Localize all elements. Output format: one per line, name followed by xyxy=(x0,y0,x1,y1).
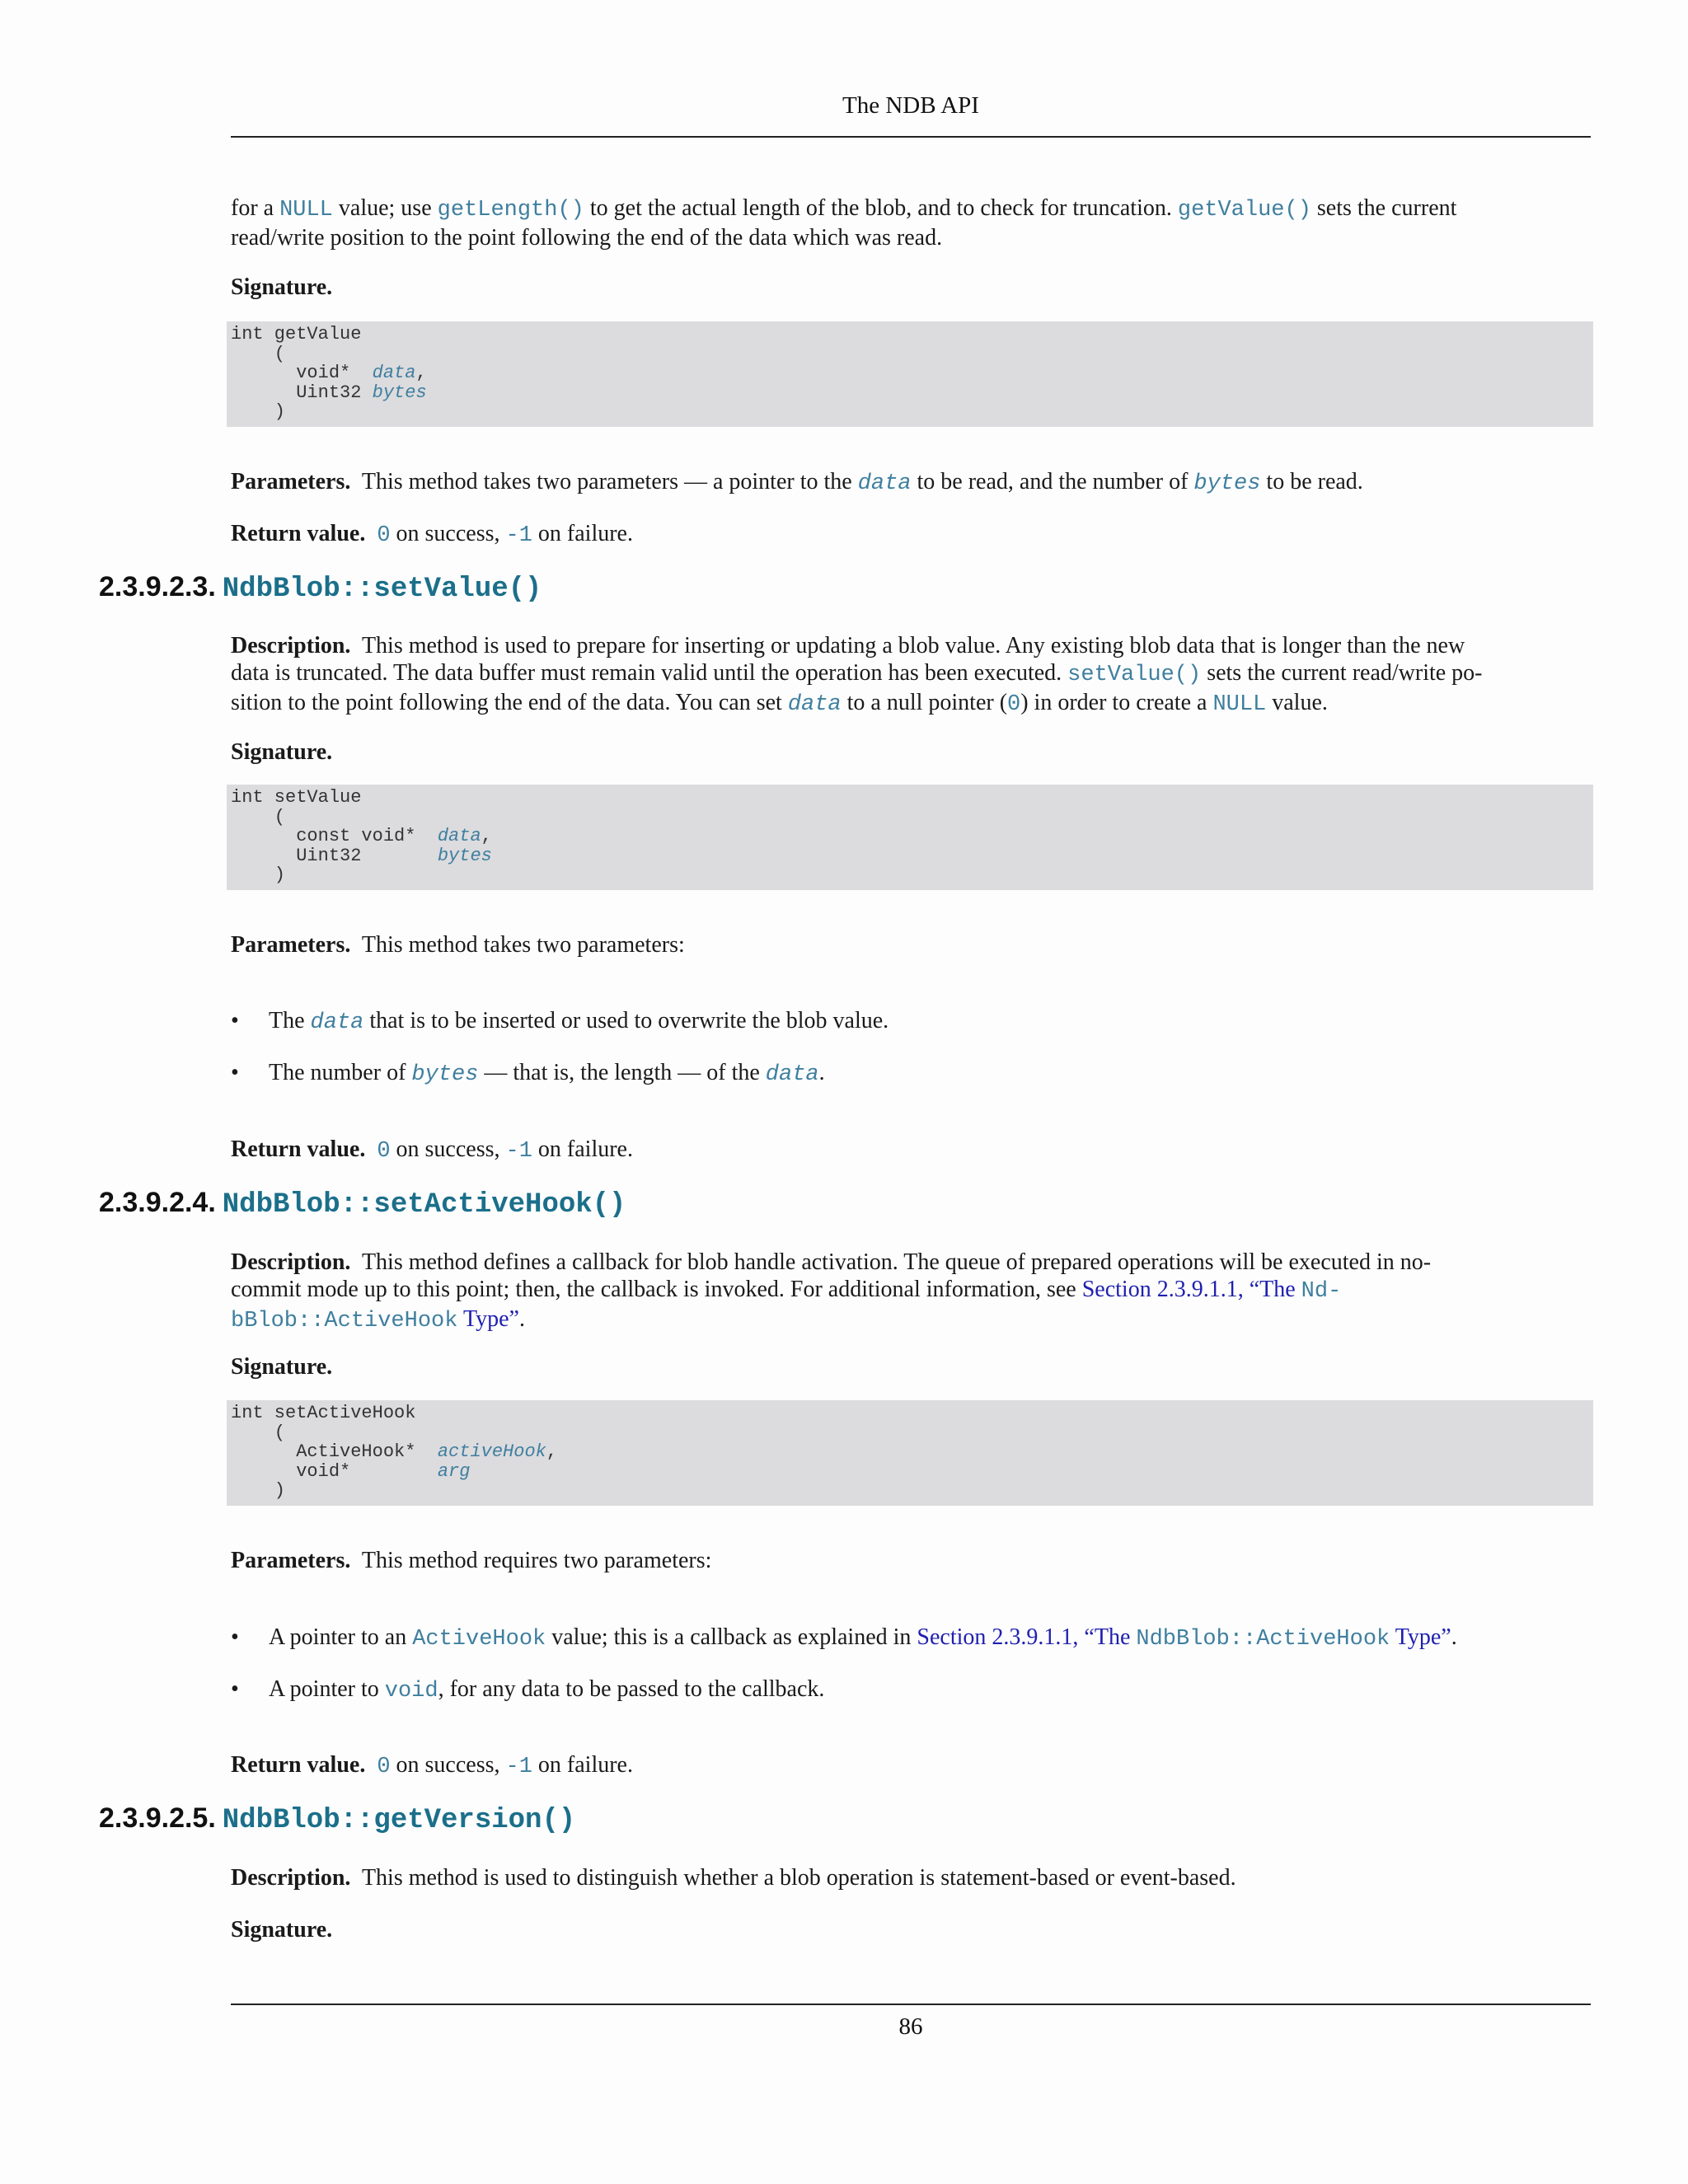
setactivehook-code-block: int setActiveHook ( ActiveHook* activeHook, void* arg ) xyxy=(227,1400,1593,1506)
intro-text: read/write position to the point following the end of the data which was read. xyxy=(231,225,943,251)
getvalue-code-block: int getValue ( void* data, Uint32 bytes ) xyxy=(227,321,1593,427)
setvalue-return-value: Return value. 0 on success, -1 on failure. xyxy=(231,1137,633,1164)
page-number: 86 xyxy=(898,2013,923,2040)
list-item: • The data that is to be inserted or used to overwrite the blob value. xyxy=(231,1008,889,1035)
intro-text: to get the actual length of the blob, and to check for truncation. xyxy=(584,195,1178,221)
signature-label: Signature. xyxy=(231,274,333,300)
section-heading-setvalue xyxy=(99,571,542,605)
footer-rule xyxy=(231,2004,1591,2005)
null-code: NULL xyxy=(279,198,333,223)
signature-label: Signature. xyxy=(231,1917,333,1943)
section-number: 2.3.9.2.3. xyxy=(99,571,216,602)
signature-label: Signature. xyxy=(231,1354,333,1380)
getvalue-parameters: Parameters. This method takes two parameters — a pointer to the data to be read, and the number of bytes to be read. xyxy=(231,469,1363,496)
getlength-code: getLength() xyxy=(437,198,584,223)
getversion-description: Description. This method is used to distinguish whether a blob operation is statement-based or event-based. xyxy=(231,1865,1236,1891)
intro-text: sets the current xyxy=(1311,195,1457,221)
section-heading-getversion xyxy=(99,1802,575,1836)
setactivehook-parameters: Parameters. This method requires two parameters: xyxy=(231,1548,712,1573)
header-rule xyxy=(231,136,1591,138)
page-header: The NDB API xyxy=(842,92,979,119)
list-item: • The number of bytes — that is, the length — of the data. xyxy=(231,1060,825,1087)
section-title: NdbBlob::setActiveHook() xyxy=(222,1189,626,1221)
section-number: 2.3.9.2.4. xyxy=(99,1187,216,1218)
intro-text: for a xyxy=(231,195,280,221)
section-link-activehook[interactable]: Section 2.3.9.1.1, “The NdbBlob::ActiveHook Type” xyxy=(917,1624,1451,1652)
setactivehook-return-value: Return value. 0 on success, -1 on failure. xyxy=(231,1752,633,1779)
section-heading-setactivehook xyxy=(99,1187,626,1221)
setvalue-code-block: int setValue ( const void* data, Uint32 bytes ) xyxy=(227,785,1593,890)
setvalue-parameters: Parameters. This method takes two parameters: xyxy=(231,932,685,958)
intro-paragraph xyxy=(231,194,1591,251)
section-link-activehook[interactable]: Section 2.3.9.1.1, “The Nd- bBlob::ActiveHook Type” xyxy=(231,1277,1342,1333)
intro-text: value; use xyxy=(332,195,438,221)
signature-label: Signature. xyxy=(231,739,333,765)
list-item: • A pointer to an ActiveHook value; this is a callback as explained in Section 2.3.9.1.1, “The NdbBlob::ActiveHook Type”. xyxy=(231,1624,1457,1652)
list-item: • A pointer to void, for any data to be passed to the callback. xyxy=(231,1676,825,1704)
setvalue-description: Description. This method is used to prepare for inserting or updating a blob value. Any existing blob data that is longer than the new data is truncated. The data buffer must remain valid until the operation has been executed. setValue() sets the current read/write po- sition to the point following the end of the data. You can set data to a null pointer (0) in order to create a NULL value. xyxy=(231,633,1483,717)
setactivehook-description: Description. This method defines a callback for blob handle activation. The queue of prepared operations will be executed in no- commit mode up to this point; then, the callback is invoked. For additional information, see Section 2.3.9.1.1, “The Nd- bBlob::ActiveHook Type”. xyxy=(231,1249,1432,1333)
getvalue-code: getValue() xyxy=(1177,198,1311,223)
getvalue-return-value: Return value. 0 on success, -1 on failure. xyxy=(231,521,633,548)
section-title: NdbBlob::setValue() xyxy=(222,574,542,605)
section-number: 2.3.9.2.5. xyxy=(99,1802,216,1834)
section-title: NdbBlob::getVersion() xyxy=(222,1805,576,1836)
